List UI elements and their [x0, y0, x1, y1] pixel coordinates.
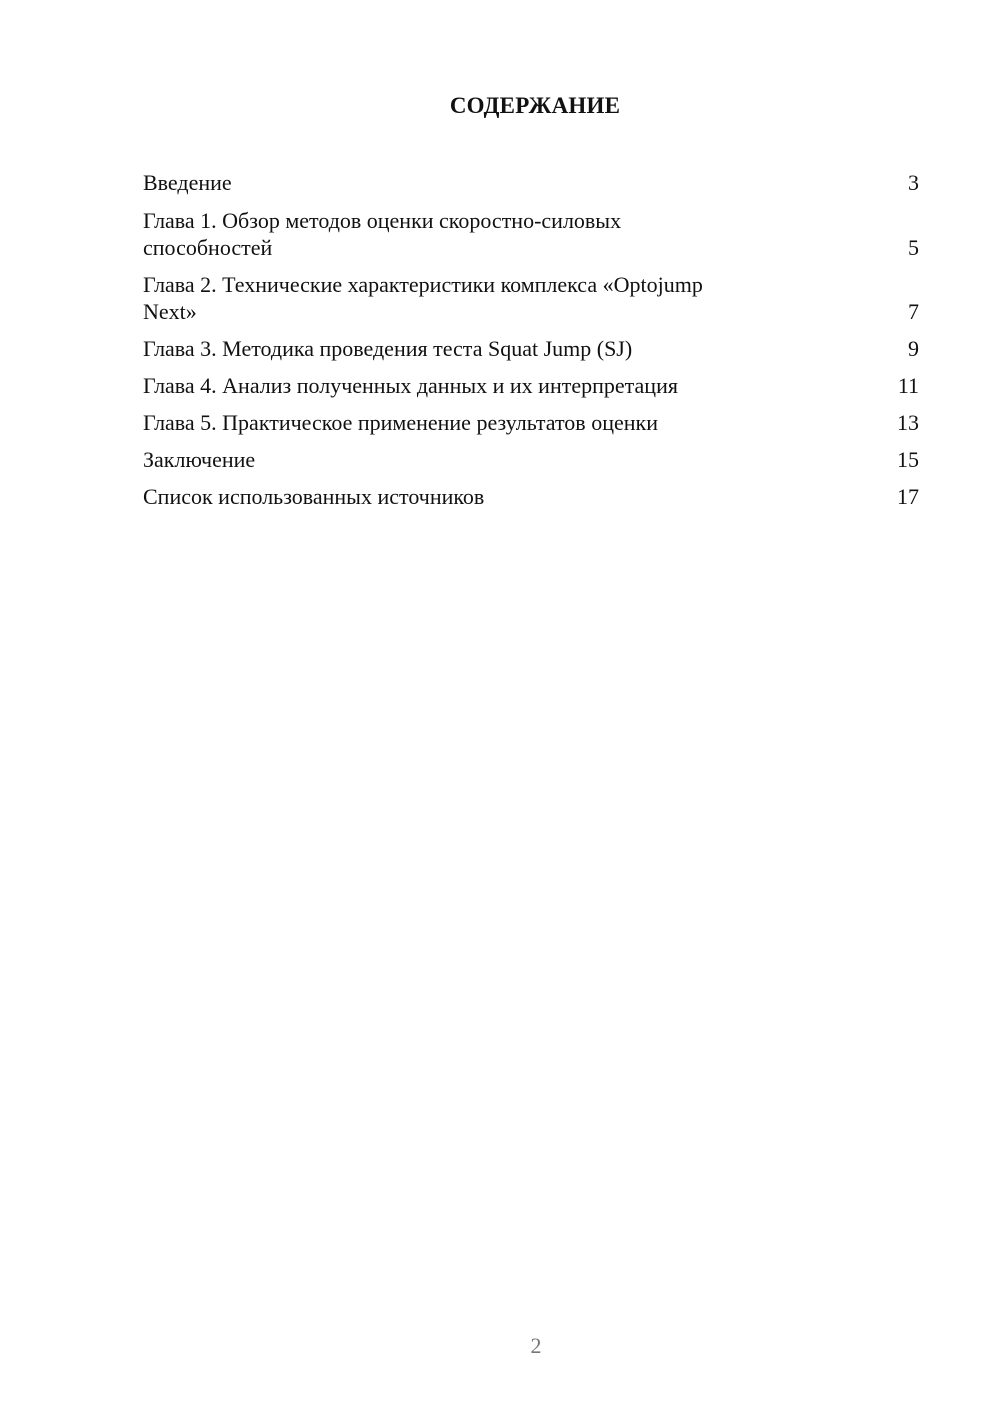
- toc-entry-text: [143, 483, 803, 510]
- toc-entry-page-number: 7: [908, 299, 919, 324]
- toc-entry-page-number: 11: [897, 373, 919, 398]
- toc-entry-title: Список использованных источников: [143, 484, 485, 509]
- toc-entry-title-line-2: способностей: [143, 235, 273, 260]
- toc-entry-title: Глава 5. Практическое применение результатов оценки: [143, 410, 658, 435]
- page-number: 2: [530, 1333, 542, 1358]
- toc-entry-chapter-3: [143, 335, 919, 362]
- toc-entry-page-number: 3: [908, 170, 919, 195]
- toc-entry-title: Введение: [143, 170, 232, 195]
- toc-entry-text: [143, 446, 803, 473]
- toc-entry-page-number: 15: [897, 447, 919, 472]
- toc-entry-text: [143, 169, 803, 196]
- toc-entry-text: [143, 271, 803, 325]
- toc-entry-title: Глава 4. Анализ полученных данных и их интерпретация: [143, 373, 678, 398]
- toc-entry-text: [143, 335, 803, 362]
- toc-entry-title: Глава 3. Методика проведения теста Squat Jump (SJ): [143, 336, 633, 361]
- toc-entry-page-number: 5: [908, 235, 919, 260]
- toc-entry-page-number: 17: [897, 484, 919, 509]
- toc-entry-title-line-1: Глава 1. Обзор методов оценки скоростно-силовых: [143, 208, 622, 233]
- toc-entry-conclusion: [143, 446, 919, 473]
- toc-entry-chapter-4: [143, 372, 919, 399]
- toc-entry-text: [143, 372, 803, 399]
- toc-entry-text: [143, 207, 803, 261]
- toc-entry-page-number: 9: [908, 336, 919, 361]
- toc-entry-introduction: [143, 169, 919, 196]
- toc-entry-title: Заключение: [143, 447, 256, 472]
- toc-entry-chapter-1: [143, 207, 919, 261]
- toc-entry-title-line-1: Глава 2. Технические характеристики комплекса «Optojump: [143, 272, 703, 297]
- toc-entry-references: [143, 483, 919, 510]
- toc-entry-title-line-2: Next»: [143, 299, 197, 324]
- page-title: СОДЕРЖАНИЕ: [449, 93, 621, 118]
- toc-entry-chapter-2: [143, 271, 919, 325]
- toc-entry-chapter-5: [143, 409, 919, 436]
- toc-entry-text: [143, 409, 803, 436]
- table-of-contents: [143, 169, 919, 510]
- toc-entry-page-number: 13: [897, 410, 919, 435]
